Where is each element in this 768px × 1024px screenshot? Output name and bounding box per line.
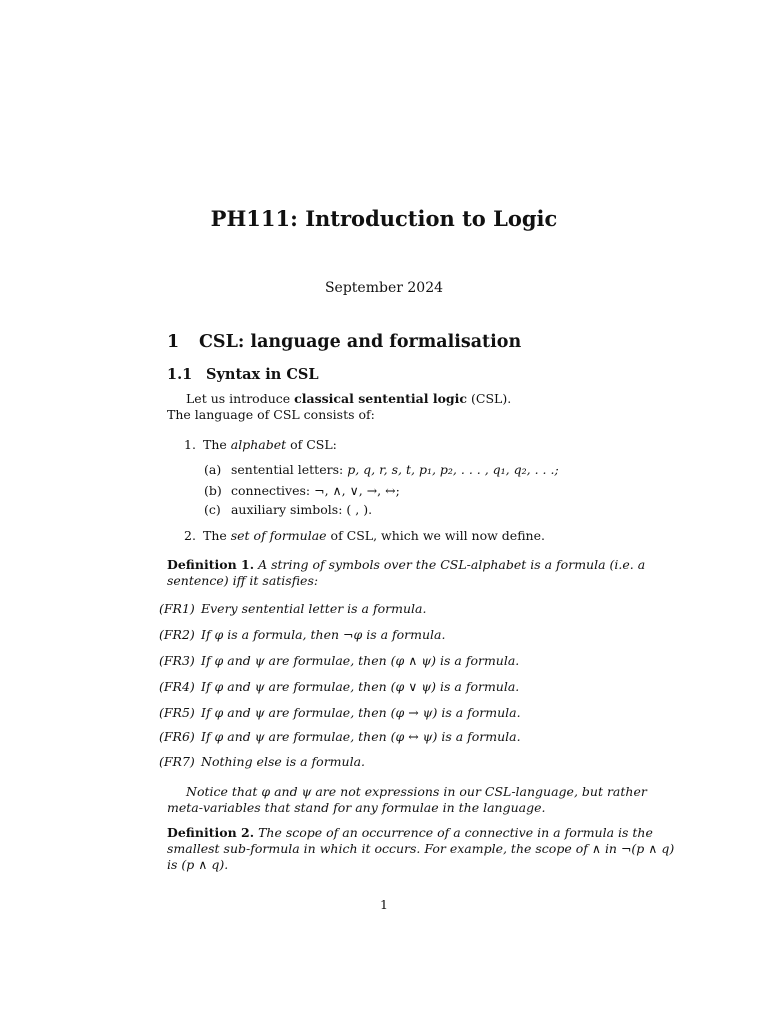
intro-line-1 (186, 391, 511, 406)
list-item-emphasis: set of formulae (230, 528, 327, 543)
subitem-symbols: p, q, r, s, t, p₁, p₂, . . . , q₁, q₂, . . .; (347, 462, 559, 477)
rule-text: If φ and ψ are formulae, then (φ ↔ ψ) is a formula. (201, 729, 521, 744)
subitem-symbols: ( , ). (346, 502, 373, 517)
rule-text: If φ and ψ are formulae, then (φ ∨ ψ) is a formula. (201, 679, 520, 694)
list-item-text: The (202, 528, 231, 543)
rule-tag: (FR2) (159, 627, 195, 642)
formation-rule (159, 627, 445, 642)
subitem-a (204, 462, 559, 477)
rule-tag: (FR1) (159, 601, 195, 616)
rule-text: If φ and ψ are formulae, then (φ ∧ ψ) is a formula. (201, 653, 520, 668)
definition-2-line-1 (167, 825, 653, 840)
rule-tag: (FR4) (159, 679, 195, 694)
rule-tag: (FR7) (159, 754, 195, 769)
subsection-number: 1.1 (167, 366, 193, 383)
definition-label: Definition 1. (167, 557, 255, 572)
notice-line-1: Notice that φ and ψ are not expressions in our CSL-language, but rather (186, 784, 647, 799)
rule-text: Every sentential letter is a formula. (201, 601, 427, 616)
section-heading (167, 332, 521, 352)
notice-line-2: meta-variables that stand for any formulae in the language. (167, 800, 546, 815)
intro-text-end: (CSL). (467, 391, 512, 406)
subitem-label: auxiliary simbols: (230, 502, 347, 517)
definition-1-line-2: sentence) iff it satisfies: (167, 573, 319, 588)
list-marker: 1. (184, 437, 196, 452)
formation-rule (159, 705, 521, 720)
intro-text: Let us introduce (186, 391, 295, 406)
document-date: September 2024 (324, 280, 444, 296)
subsection-heading (167, 366, 319, 383)
rule-tag: (FR6) (159, 729, 195, 744)
formation-rule (159, 679, 519, 694)
definition-2-line-3: is (p ∧ q). (167, 857, 229, 872)
subitem-marker: (c) (204, 502, 221, 517)
page-number: 1 (380, 897, 388, 912)
rule-tag: (FR5) (159, 705, 195, 720)
list-item-text-end: of CSL: (286, 437, 337, 452)
subitem-b (204, 483, 400, 498)
formation-rule (159, 653, 519, 668)
rule-tag: (FR3) (159, 653, 195, 668)
document-title: PH111: Introduction to Logic (210, 206, 558, 231)
definition-label: Definition 2. (167, 825, 255, 840)
subitem-marker: (a) (204, 462, 222, 477)
definition-1-line-1 (167, 557, 645, 572)
definition-2-line-2: smallest sub-formula in which it occurs. For example, the scope of ∧ in ¬(p ∧ q) (167, 841, 675, 856)
list-item-1 (184, 437, 337, 452)
list-marker: 2. (184, 528, 196, 543)
subitem-marker: (b) (204, 483, 222, 498)
list-item-text: The (202, 437, 231, 452)
subitem-label: connectives: (230, 483, 315, 498)
formation-rule (159, 729, 521, 744)
rule-text: If φ and ψ are formulae, then (φ → ψ) is a formula. (201, 705, 521, 720)
rule-text: If φ is a formula, then ¬φ is a formula. (201, 627, 446, 642)
subsection-title: Syntax in CSL (206, 366, 319, 383)
subitem-label: sentential letters: (230, 462, 348, 477)
definition-text: The scope of an occurrence of a connective in a formula is the (258, 825, 653, 840)
section-number: 1 (167, 332, 180, 352)
list-item-2 (184, 528, 545, 543)
subitem-c (204, 502, 372, 517)
list-item-text-end: of CSL, which we will now define. (326, 528, 545, 543)
intro-line-2: The language of CSL consists of: (167, 407, 375, 422)
subitem-symbols: ¬, ∧, ∨, →, ↔; (314, 483, 400, 498)
intro-bold-term: classical sentential logic (294, 391, 468, 406)
list-item-emphasis: alphabet (230, 437, 287, 452)
section-title: CSL: language and formalisation (199, 332, 522, 352)
rule-text: Nothing else is a formula. (201, 754, 366, 769)
definition-text: A string of symbols over the CSL-alphabet is a formula (i.e. a (258, 557, 646, 572)
formation-rule (159, 601, 426, 616)
formation-rule (159, 754, 365, 769)
